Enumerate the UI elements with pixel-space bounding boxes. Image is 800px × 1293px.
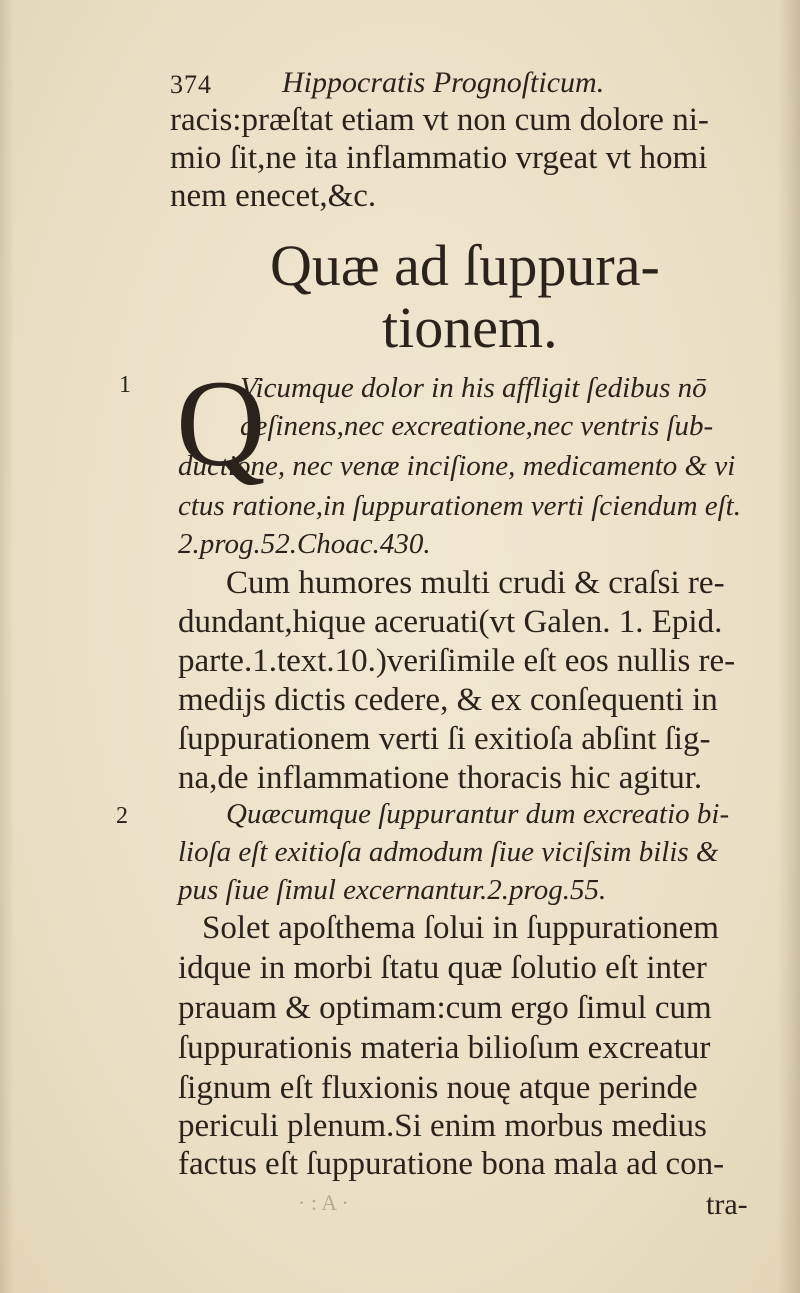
aphorism-line: ductione, nec venæ inciſione, medicamento & vi — [178, 450, 736, 482]
aphorism-reference: 2.prog.52.Choac.430. — [178, 528, 431, 560]
text-line: ſuppurationem verti ſi exitioſa abſint ſig- — [178, 721, 711, 757]
aphorism-line: deſinens,nec excreatione,nec ventris ſub- — [240, 410, 714, 442]
footer-specks: · : A · — [298, 1190, 349, 1215]
text-line: mio ſit,ne ita inflammatio vrgeat vt homi — [170, 140, 708, 176]
margin-number: 1 — [119, 372, 131, 398]
text-line: dundant,hique aceruati(vt Galen. 1. Epid. — [178, 604, 723, 640]
text-line: factus eſt ſuppuratione bona mala ad con- — [178, 1146, 725, 1182]
text-line: prauam & optimam:cum ergo ſimul cum — [178, 990, 712, 1026]
text-line: nem enecet,&c. — [170, 178, 377, 214]
aphorism-line: Vicumque dolor in his affligit ſedibus nō — [240, 372, 707, 404]
text-line: parte.1.text.10.)veriſimile eſt eos nullis re- — [178, 643, 736, 679]
running-head — [170, 62, 770, 102]
section-heading-continued: tionem. — [382, 295, 558, 360]
text-line: idque in morbi ſtatu quæ ſolutio eſt inter — [178, 950, 707, 986]
text-line: periculi plenum.Si enim morbus medius — [178, 1108, 707, 1144]
aphorism-line: Quæcumque ſuppurantur dum excreatio bi- — [226, 798, 730, 830]
text-line: ſuppurationis materia bilioſum excreatur — [178, 1030, 711, 1066]
margin-number: 2 — [116, 803, 128, 829]
text-line: Cum humores multi crudi & craſsi re- — [226, 565, 725, 601]
section-heading: Quæ ad ſuppura- — [270, 233, 660, 298]
text-line: na,de inflammatione thoracis hic agitur. — [178, 760, 703, 796]
aphorism-line: lioſa eſt exitioſa admodum ſiue viciſsim bilis & — [178, 836, 719, 868]
text-line: ſignum eſt fluxionis nouę atque perinde — [178, 1070, 698, 1106]
page-edge-shadow — [778, 0, 800, 1293]
drop-capital: Q — [176, 355, 266, 492]
text-line: Solet apoſthema ſolui in ſuppurationem — [202, 910, 719, 946]
text-line: racis:præſtat etiam vt non cum dolore ni- — [170, 102, 709, 138]
aphorism-line: ctus ratione,in ſuppurationem verti ſciendum eſt. — [178, 490, 741, 522]
catchword: tra- — [706, 1188, 748, 1221]
text-line: medijs dictis cedere, & ex conſequenti in — [178, 682, 718, 718]
aphorism-reference: pus ſiue ſimul excernantur.2.prog.55. — [178, 874, 607, 906]
running-title: Hippocratis Prognoſticum. — [282, 66, 605, 99]
page-number: 374 — [170, 70, 212, 99]
gutter-shadow — [0, 0, 14, 1293]
